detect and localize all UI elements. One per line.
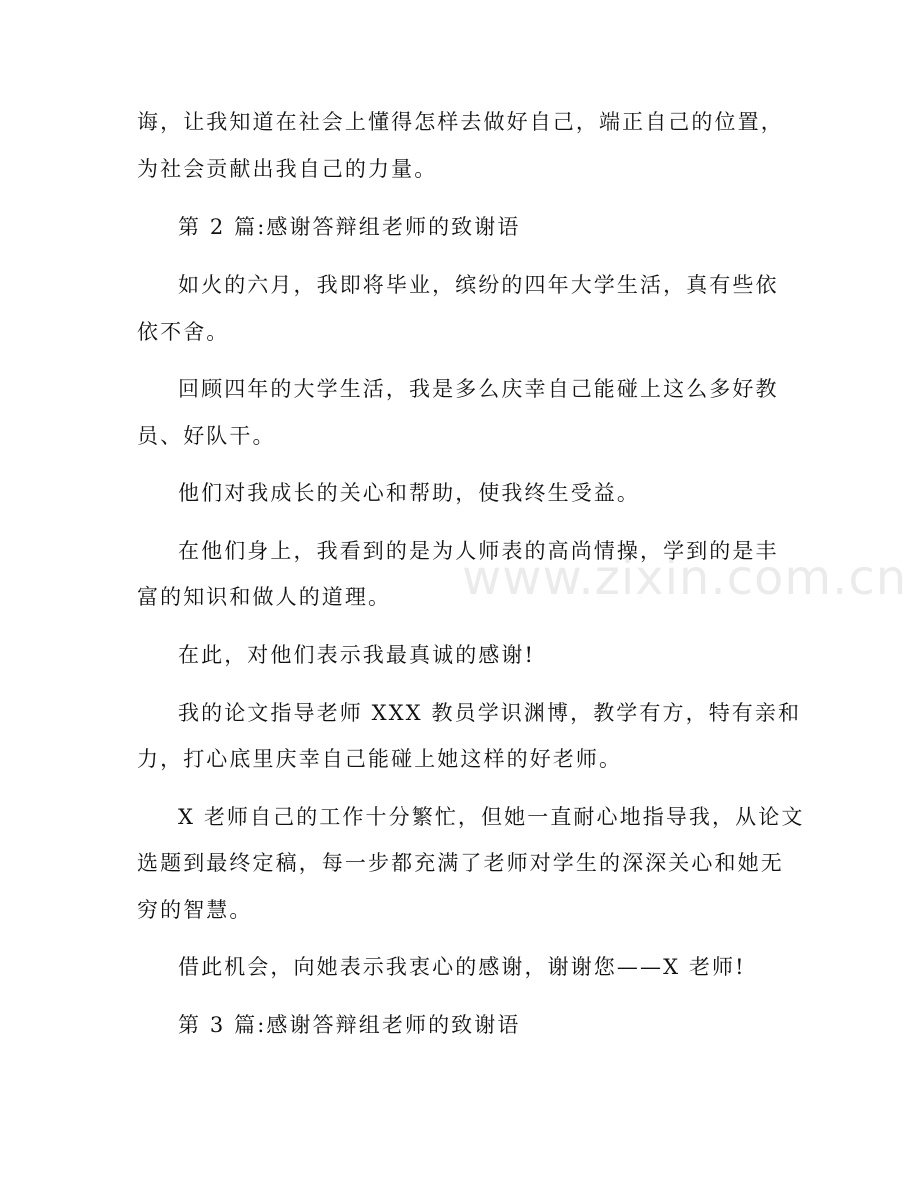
paragraph-line: X 老师自己的工作十分繁忙，但她一直耐心地指导我，从论文 <box>178 805 805 829</box>
paragraph-line: 员、好队干。 <box>137 424 276 448</box>
paragraph-line: 力，打心底里庆幸自己能碰上她这样的好老师。 <box>137 747 623 771</box>
paragraph-line: 在此，对他们表示我最真诚的感谢! <box>178 643 536 667</box>
paragraph-line: 诲，让我知道在社会上懂得怎样去做好自己，端正自己的位置， <box>137 110 784 134</box>
paragraph-line: 如火的六月，我即将毕业，缤纷的四年大学生活，真有些依 <box>178 273 779 297</box>
paragraph-line: 依不舍。 <box>137 320 230 344</box>
section-heading: 第 3 篇:感谢答辩组老师的致谢语 <box>178 1013 521 1037</box>
section-heading: 第 2 篇:感谢答辩组老师的致谢语 <box>178 215 521 239</box>
paragraph-line: 为社会贡献出我自己的力量。 <box>137 157 438 181</box>
paragraph-line: 我的论文指导老师 XXX 教员学识渊博，教学有方，特有亲和 <box>178 701 802 725</box>
paragraph-line: 借此机会，向她表示我衷心的感谢，谢谢您——X 老师! <box>178 955 746 979</box>
paragraph-line: 富的知识和做人的道理。 <box>137 585 392 609</box>
paragraph-line: 回顾四年的大学生活，我是多么庆幸自己能碰上这么多好教 <box>178 377 779 401</box>
paragraph-line: 选题到最终定稿，每一步都充满了老师对学生的深深关心和她无 <box>137 851 784 875</box>
paragraph-line: 穷的智慧。 <box>137 898 253 922</box>
watermark: www.zixin.com.cn <box>462 550 908 606</box>
paragraph-line: 他们对我成长的关心和帮助，使我终生受益。 <box>178 481 640 505</box>
paragraph-line: 在他们身上，我看到的是为人师表的高尚情操，学到的是丰 <box>178 539 779 563</box>
